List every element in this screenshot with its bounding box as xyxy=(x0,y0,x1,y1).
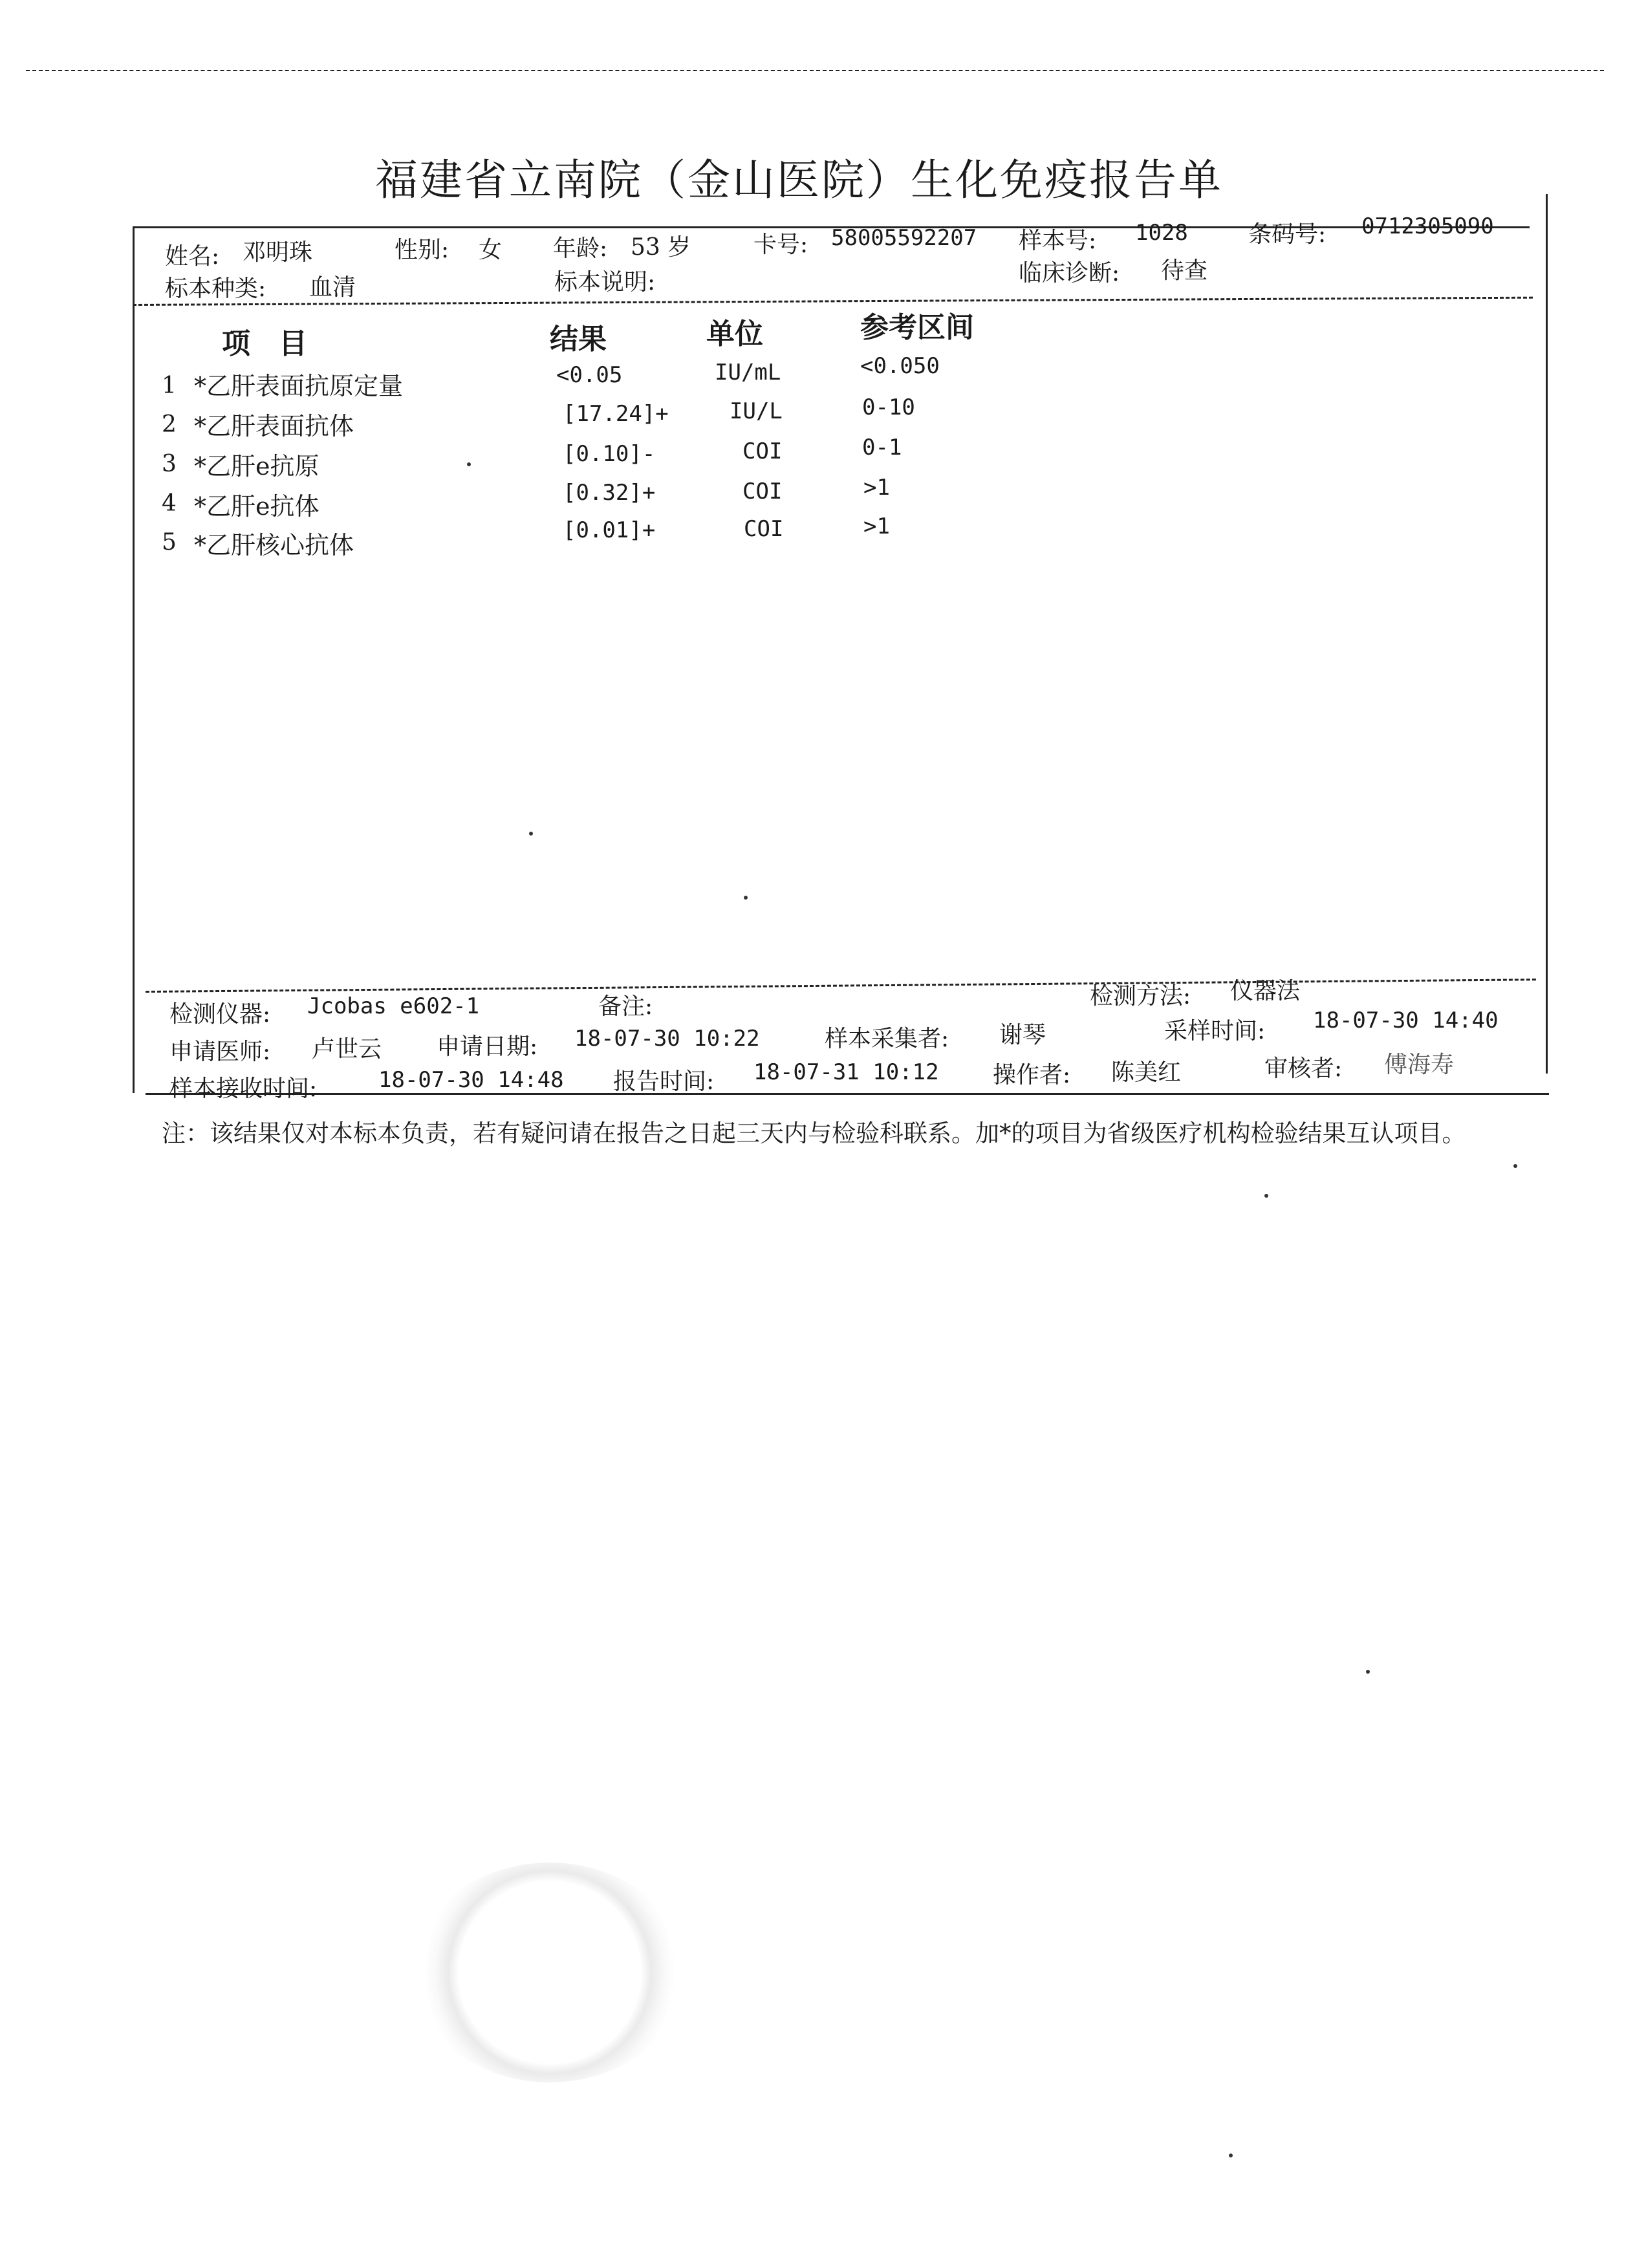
collector: 谢琴 xyxy=(999,1022,1046,1048)
method: 仪器法 xyxy=(1230,978,1301,1004)
diagnosis: 待查 xyxy=(1161,257,1208,284)
footer-separator xyxy=(146,978,1536,993)
reviewer: 傅海寿 xyxy=(1384,1052,1455,1078)
scan-speck xyxy=(1513,1164,1517,1168)
row-range: >1 xyxy=(863,475,890,501)
instrument-label: 检测仪器: xyxy=(169,1001,271,1028)
row-item: *乙肝表面抗原定量 xyxy=(194,372,404,400)
specimen-type-label: 标本种类: xyxy=(165,275,266,302)
row-item: *乙肝e抗原 xyxy=(194,452,319,481)
apply-date: 18-07-30 10:22 xyxy=(574,1026,760,1052)
row-number: 1 xyxy=(162,373,177,399)
col-header-item: 项 目 xyxy=(222,327,307,360)
row-unit: COI xyxy=(742,438,783,464)
row-result: <0.05 xyxy=(556,362,623,388)
card-number: 58005592207 xyxy=(831,225,977,251)
collector-label: 样本采集者: xyxy=(825,1026,949,1052)
row-unit: IU/L xyxy=(730,398,783,424)
report-time: 18-07-31 10:12 xyxy=(753,1059,939,1085)
operator: 陈美红 xyxy=(1111,1059,1182,1086)
barcode-number: 0712305090 xyxy=(1361,213,1494,239)
row-item: *乙肝核心抗体 xyxy=(194,531,354,559)
collect-time: 18-07-30 14:40 xyxy=(1313,1008,1499,1033)
row-range: >1 xyxy=(863,513,890,539)
row-number: 3 xyxy=(162,451,177,477)
diagnosis-label: 临床诊断: xyxy=(1019,260,1120,286)
patient-sex: 女 xyxy=(479,237,503,263)
scan-speck xyxy=(1229,2154,1233,2157)
top-edge-line xyxy=(26,70,1604,71)
card-label: 卡号: xyxy=(753,232,808,258)
specimen-note-label: 标本说明: xyxy=(554,269,656,296)
frame-bottom xyxy=(146,1093,1549,1095)
patient-age: 53 岁 xyxy=(631,234,691,261)
scan-speck xyxy=(467,462,471,466)
report-time-label: 报告时间: xyxy=(613,1068,715,1095)
row-unit: COI xyxy=(744,516,784,542)
sex-label: 性别: xyxy=(395,237,449,263)
faded-stamp xyxy=(414,1863,686,2082)
age-label: 年龄: xyxy=(553,235,608,262)
col-header-range: 参考区间 xyxy=(860,311,974,344)
row-result: [0.10]- xyxy=(563,441,656,467)
specimen-type: 血清 xyxy=(309,274,356,301)
row-range: <0.050 xyxy=(860,353,940,379)
col-header-result: 结果 xyxy=(550,323,607,356)
scan-speck xyxy=(1264,1194,1268,1198)
scan-speck xyxy=(744,896,748,900)
row-result: [0.32]+ xyxy=(563,480,656,506)
row-result: [0.01]+ xyxy=(563,517,656,543)
row-number: 2 xyxy=(162,411,177,438)
frame-right xyxy=(1546,194,1548,1074)
row-range: 0-1 xyxy=(862,435,902,460)
frame-left xyxy=(133,226,135,1093)
row-unit: IU/mL xyxy=(715,360,781,385)
reviewer-label: 审核者: xyxy=(1264,1055,1343,1082)
receive-time: 18-07-30 14:48 xyxy=(378,1067,564,1093)
row-number: 4 xyxy=(162,490,177,517)
collect-time-label: 采样时间: xyxy=(1164,1018,1266,1044)
row-unit: COI xyxy=(742,479,783,504)
remark-label: 备注: xyxy=(598,993,653,1020)
barcode-label: 条码号: xyxy=(1248,221,1326,248)
name-label: 姓名: xyxy=(165,243,220,270)
apply-date-label: 申请日期: xyxy=(437,1033,538,1060)
operator-label: 操作者: xyxy=(993,1062,1071,1088)
instrument: Jcobas e602-1 xyxy=(307,993,480,1019)
doctor-label: 申请医师: xyxy=(169,1039,271,1065)
disclaimer-note: 注：该结果仅对本标本负责，若有疑问请在报告之日起三天内与检验科联系。加*的项目为省级医疗机构检验结果互认项目。 xyxy=(162,1119,1466,1147)
row-item: *乙肝表面抗体 xyxy=(194,412,354,440)
patient-name: 邓明珠 xyxy=(243,239,313,266)
scan-speck xyxy=(529,832,533,836)
report-title: 福建省立南院（金山医院）生化免疫报告单 xyxy=(375,155,1223,205)
scan-speck xyxy=(1366,1670,1370,1674)
row-range: 0-10 xyxy=(862,394,915,420)
col-header-unit: 单位 xyxy=(706,318,763,351)
method-label: 检测方法: xyxy=(1090,983,1191,1010)
doctor: 卢世云 xyxy=(312,1036,382,1063)
row-item: *乙肝e抗体 xyxy=(194,492,319,521)
row-result: [17.24]+ xyxy=(563,401,669,427)
sample-number: 1028 xyxy=(1135,220,1188,246)
sample-no-label: 样本号: xyxy=(1019,228,1097,254)
row-number: 5 xyxy=(162,529,177,556)
receive-time-label: 样本接收时间: xyxy=(169,1075,318,1102)
